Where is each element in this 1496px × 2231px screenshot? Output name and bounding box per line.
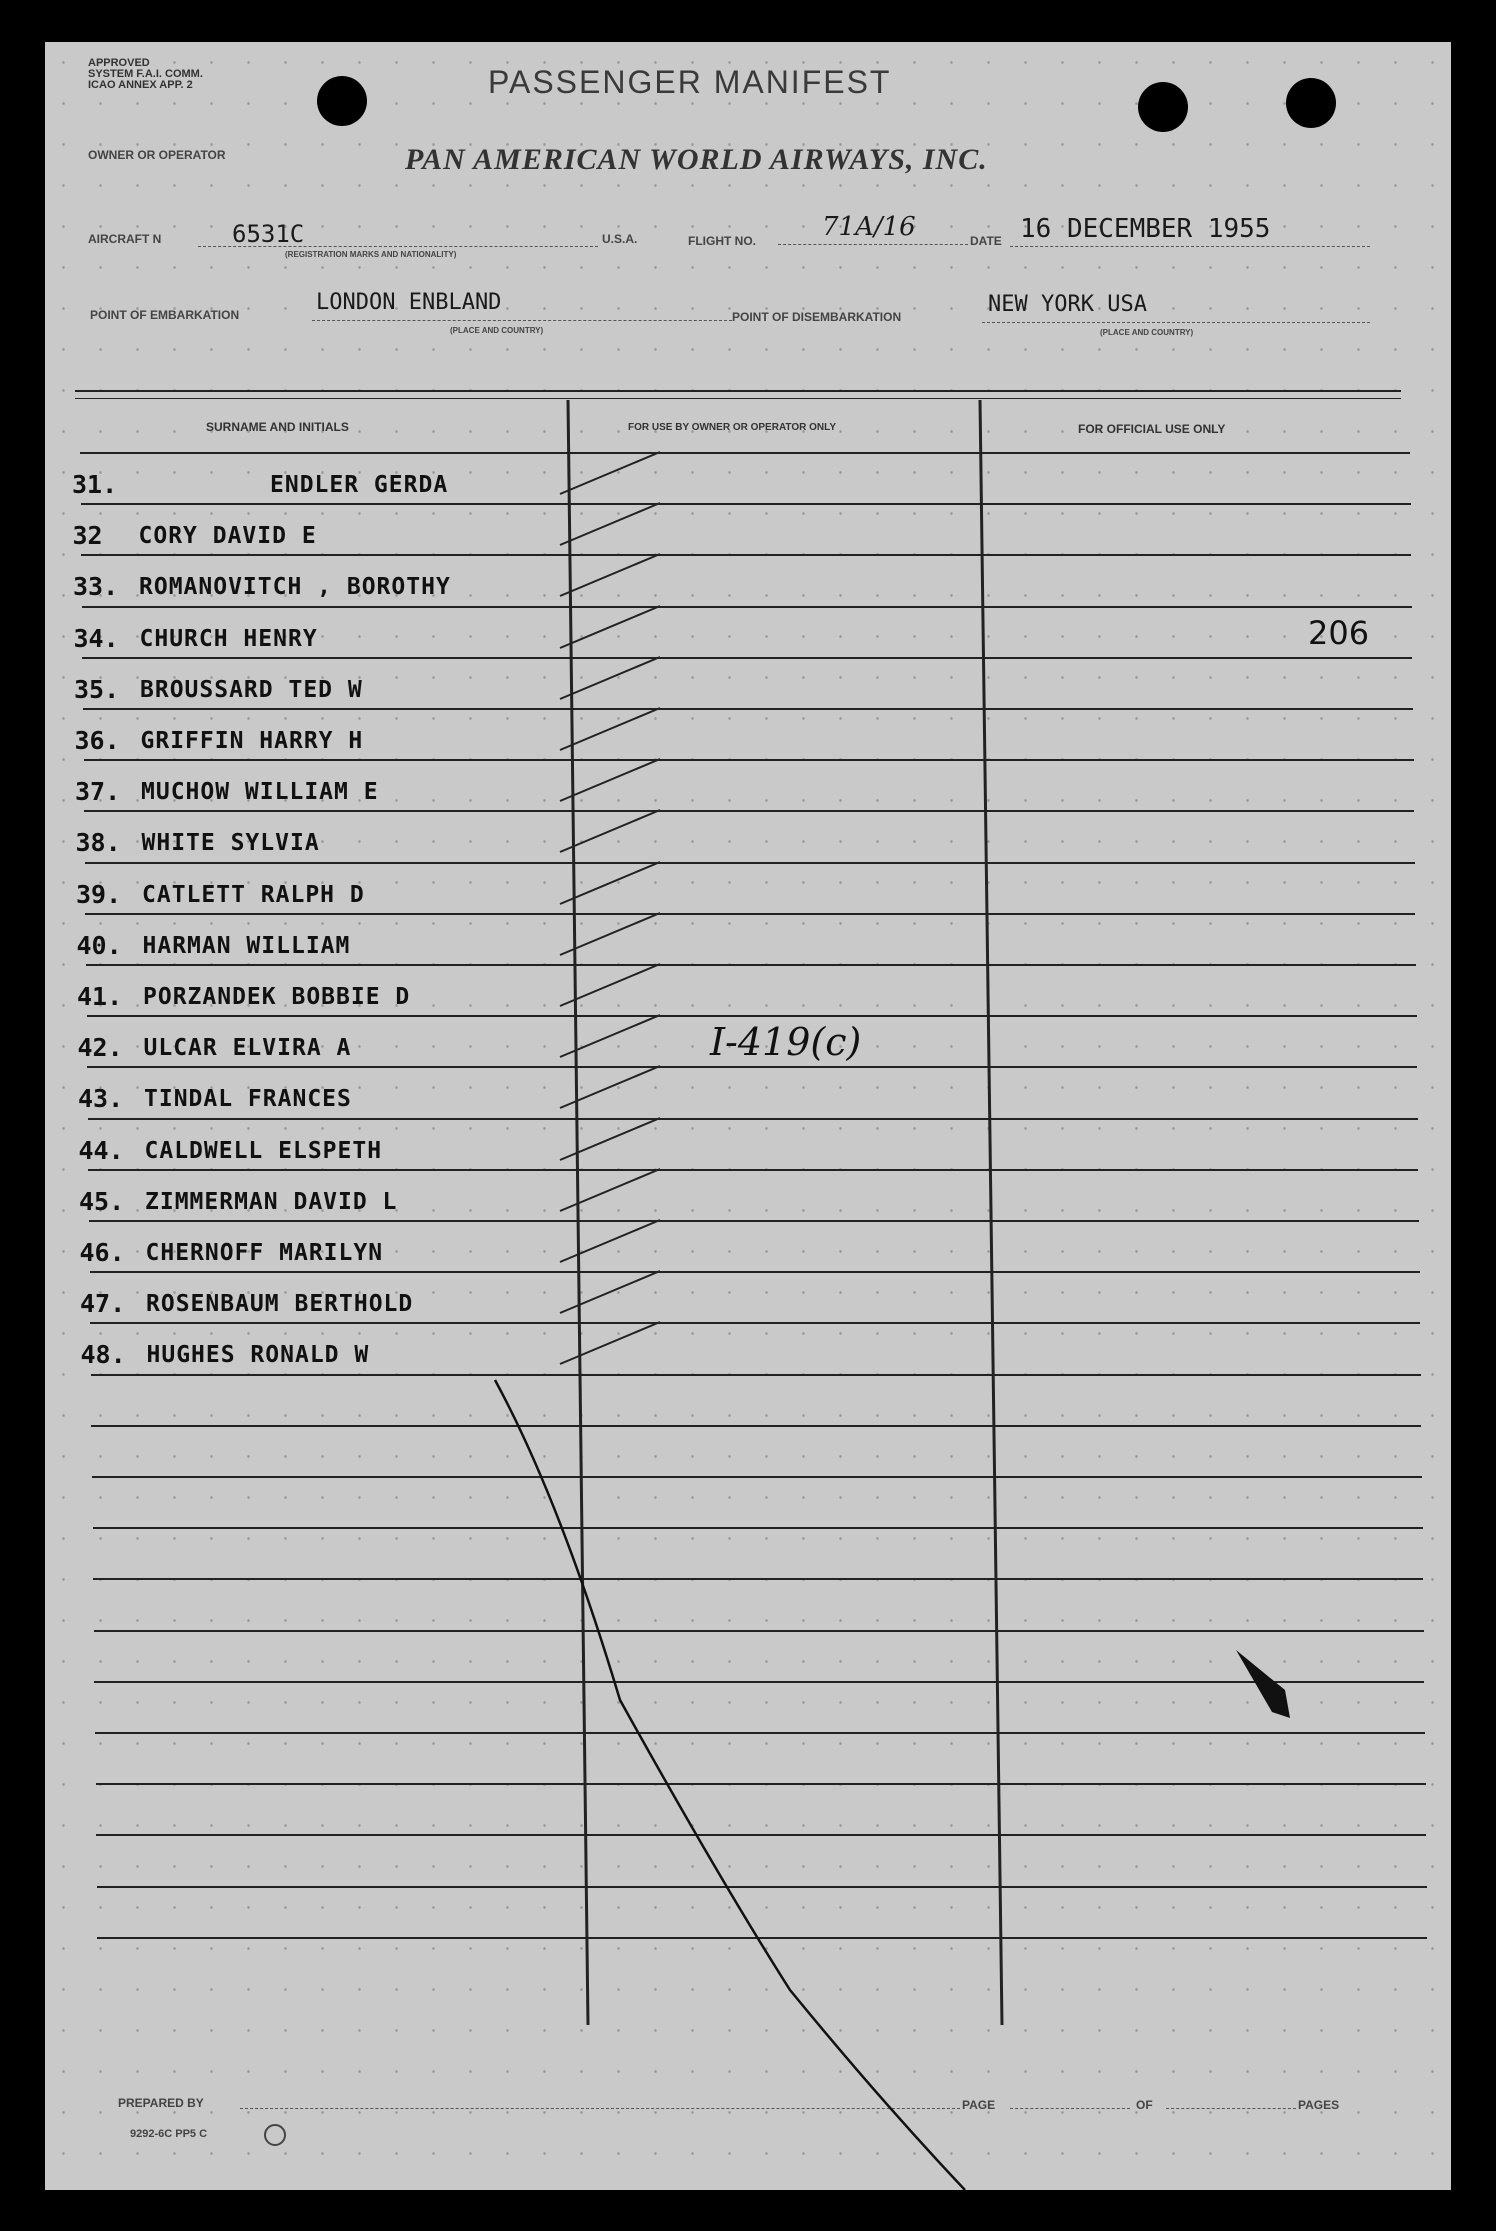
passenger-name: ULCAR ELVIRA A	[143, 1035, 352, 1061]
passenger-name: GRIFFIN HARRY H	[140, 728, 364, 754]
passenger-name: CHURCH HENRY	[139, 626, 318, 652]
row-number: 41.	[77, 982, 123, 1011]
check-tick	[560, 810, 660, 852]
check-tick	[560, 606, 660, 648]
aircraft-value: 6531C	[232, 220, 305, 248]
column-header-surname: SURNAME AND INITIALS	[206, 420, 349, 434]
row-number: 31.	[72, 470, 118, 499]
row-number: 37.	[75, 777, 121, 806]
passenger-name: ENDLER GERDA	[270, 472, 449, 498]
check-tick	[560, 1118, 660, 1160]
passenger-name: ROMANOVITCH , BOROTHY	[139, 574, 451, 600]
check-tick	[560, 759, 660, 801]
flight-label: FLIGHT NO.	[688, 234, 756, 248]
row-number: 43.	[78, 1084, 124, 1113]
approval-line: ICAO ANNEX APP. 2	[88, 79, 193, 91]
column-divider	[980, 400, 1002, 2025]
check-tick	[560, 657, 660, 699]
row-number: 36.	[74, 726, 120, 755]
aircraft-label: AIRCRAFT N	[88, 232, 162, 246]
check-tick	[560, 1169, 660, 1211]
embarkation-value: LONDON ENBLAND	[316, 290, 502, 315]
column-header-owner: FOR USE BY OWNER OR OPERATOR ONLY	[628, 422, 836, 433]
passenger-name: MUCHOW WILLIAM E	[141, 779, 379, 805]
cancel-stroke	[495, 1380, 965, 2190]
row-number: 42.	[77, 1033, 123, 1062]
flight-value: 71A/16	[822, 212, 916, 242]
passenger-name: HUGHES RONALD W	[146, 1342, 370, 1368]
passenger-name: ROSENBAUM BERTHOLD	[146, 1291, 414, 1317]
official-note: 206	[1308, 614, 1370, 652]
passenger-name: BROUSSARD TED W	[140, 677, 363, 703]
check-tick	[560, 1271, 660, 1313]
airline-name: PAN AMERICAN WORLD AIRWAYS, INC.	[405, 143, 988, 176]
passenger-name: CHERNOFF MARILYN	[145, 1240, 384, 1266]
row-number: 47.	[80, 1289, 126, 1318]
handwritten-note: I-419(c)	[710, 1020, 862, 1064]
pages-label: PAGES	[1298, 2098, 1340, 2112]
passenger-name: WHITE SYLVIA	[141, 830, 320, 856]
form-code: 9292-6C PP5 C	[130, 2128, 208, 2140]
date-label: DATE	[970, 234, 1002, 248]
row-number: 44.	[78, 1136, 124, 1165]
page-label: PAGE	[962, 2098, 996, 2112]
column-header-official: FOR OFFICIAL USE ONLY	[1078, 422, 1226, 436]
row-number: 38.	[75, 828, 121, 857]
approval-line: SYSTEM F.A.I. COMM.	[88, 68, 203, 80]
approval-line: APPROVED	[88, 57, 150, 69]
ink-blot	[1236, 1650, 1290, 1718]
row-number: 48.	[80, 1340, 126, 1369]
embarkation-label: POINT OF EMBARKATION	[90, 308, 240, 322]
row-number: 32	[72, 521, 103, 550]
of-label: OF	[1136, 2098, 1153, 2112]
passenger-name: CORY DAVID E	[138, 523, 317, 549]
page-title: PASSENGER MANIFEST	[488, 64, 892, 100]
country-label: U.S.A.	[602, 232, 638, 246]
date-value: 16 DECEMBER 1955	[1020, 214, 1271, 244]
row-number: 34.	[73, 624, 119, 653]
check-tick	[560, 1322, 660, 1364]
passenger-name: HARMAN WILLIAM	[142, 933, 351, 959]
check-tick	[560, 503, 660, 545]
row-number: 33.	[73, 572, 119, 601]
passenger-name: TINDAL FRANCES	[144, 1086, 352, 1112]
row-number: 39.	[76, 880, 122, 909]
passenger-name: CATLETT RALPH D	[142, 882, 365, 908]
check-tick	[560, 554, 660, 596]
passenger-name: PORZANDEK BOBBIE D	[143, 984, 411, 1010]
check-tick	[560, 452, 660, 494]
prepared-by-label: PREPARED BY	[118, 2096, 204, 2110]
row-number: 40.	[76, 931, 122, 960]
embarkation-caption: (PLACE AND COUNTRY)	[450, 326, 544, 335]
row-number: 46.	[79, 1238, 125, 1267]
check-tick	[560, 1220, 660, 1262]
passenger-name: ZIMMERMAN DAVID L	[145, 1189, 398, 1215]
check-tick	[560, 708, 660, 750]
row-number: 45.	[79, 1187, 125, 1216]
passenger-name: CALDWELL ELSPETH	[144, 1138, 383, 1164]
disembarkation-label: POINT OF DISEMBARKATION	[732, 310, 902, 324]
owner-label: OWNER OR OPERATOR	[88, 148, 226, 162]
row-number: 35.	[74, 675, 120, 704]
registration-caption: (REGISTRATION MARKS AND NATIONALITY)	[285, 250, 457, 259]
disembarkation-caption: (PLACE AND COUNTRY)	[1100, 328, 1194, 337]
disembarkation-value: NEW YORK USA	[988, 292, 1147, 317]
